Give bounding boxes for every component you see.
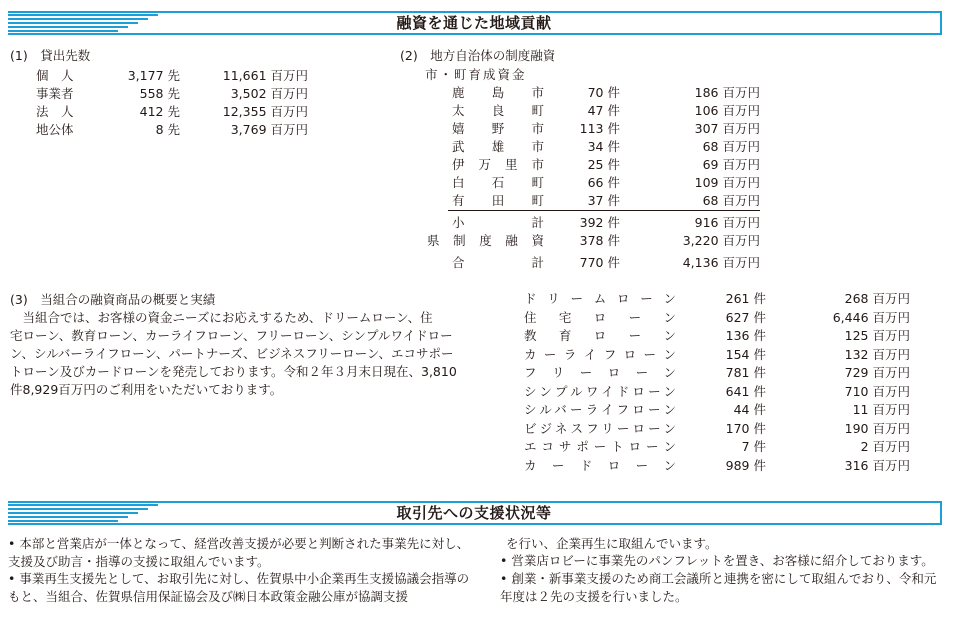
product-row-amount: 190 百万円 [844, 420, 910, 436]
municipal-row-label: 伊 万 里 市 [452, 157, 544, 172]
municipal-total-amount: 4,136 百万円 [682, 255, 760, 270]
municipal-subtotal-amount: 916 百万円 [694, 215, 760, 230]
municipal-row-amount: 68 百万円 [702, 139, 760, 154]
products-heading: (3) 当組合の融資商品の概要と実績 [10, 292, 216, 307]
support-bullet-2-continued: を行い、企業再生に取組んでいます。 [506, 536, 718, 551]
section-title-support: 取引先への支援状況等 [396, 504, 552, 522]
product-row-amount: 6,446 百万円 [832, 309, 910, 325]
product-row-count: 781 件 [725, 365, 766, 380]
product-row-count: 261 件 [725, 291, 766, 306]
support-bullet-1: • 本部と営業店が一体となって、経営改善支援が必要と判断された事業先に対し、支援及び助言・指導の支援に取組んでいます。 [8, 536, 470, 569]
product-row-amount: 268 百万円 [844, 291, 910, 306]
product-row-label: ド リ ー ム ロ ー ン [524, 291, 676, 306]
product-row-count: 641 件 [725, 383, 766, 399]
product-row-count: 154 件 [725, 346, 766, 362]
subtotal-divider [448, 210, 760, 211]
loans-row-amount: 11,661 百万円 [222, 68, 308, 83]
loans-row-label: 法 人 [36, 104, 74, 119]
municipal-row-amount: 68 百万円 [702, 193, 760, 208]
support-bullet-3: • 営業店ロビーに事業先のパンフレットを置き、お客様に紹介しております。 [500, 553, 934, 568]
products-description-line: トローン及びカードローンを発売しております。令和２年３月末日現在、3,810 [10, 364, 457, 379]
municipal-subtotal-count: 392 件 [579, 215, 620, 230]
products-description-line: 宅ローン、教育ローン、カーライフローン、フリーローン、シンプルワイドロー [10, 328, 453, 343]
products-description-line: 当組合では、お客様の資金ニーズにお応えするため、ドリームローン、住 [10, 310, 433, 325]
loans-row-count: 412 先 [139, 104, 180, 119]
section-title-financing: 融資を通じた地域貢献 [396, 14, 552, 32]
product-row-label: シンプルワイドローン [524, 383, 676, 399]
products-description-line: ン、シルバーライフローン、パートナーズ、ビジネスフリーローン、エコサポー [10, 346, 454, 361]
municipal-row-label: 太 良 町 [452, 103, 544, 118]
product-row-amount: 729 百万円 [844, 365, 910, 380]
municipal-row-label: 武 雄 市 [452, 139, 544, 154]
loans-row-label: 地公体 [36, 122, 74, 137]
product-row-amount: 11 百万円 [852, 402, 910, 417]
product-row-count: 627 件 [725, 309, 766, 325]
municipal-row-label: 嬉 野 市 [452, 121, 544, 136]
municipal-row-count: 37 件 [587, 193, 620, 208]
product-row-label: カ ー ド ロ ー ン [524, 457, 676, 473]
municipal-prefecture-amount: 3,220 百万円 [682, 233, 760, 248]
product-row-label: エ コ サ ポ ー ト ロ ー ン [524, 439, 676, 454]
product-row-count: 44 件 [733, 402, 766, 417]
product-row-amount: 316 百万円 [844, 457, 910, 473]
municipal-row-amount: 69 百万円 [702, 157, 760, 172]
product-row-amount: 132 百万円 [844, 346, 910, 362]
product-row-amount: 2 百万円 [860, 439, 910, 454]
municipal-row-amount: 109 百万円 [694, 175, 760, 190]
municipal-row-label: 鹿 島 市 [452, 85, 544, 100]
product-row-label: シルバーライフローン [524, 402, 676, 417]
municipal-row-amount: 106 百万円 [694, 103, 760, 118]
municipal-prefecture-count: 378 件 [579, 233, 620, 248]
loans-row-amount: 12,355 百万円 [222, 104, 308, 119]
municipal-row-count: 66 件 [587, 175, 620, 190]
loans-row-count: 558 先 [139, 86, 180, 101]
section-banner-financing [8, 11, 942, 35]
loans-row-amount: 3,769 百万円 [230, 122, 308, 137]
product-row-count: 170 件 [725, 420, 766, 436]
municipal-row-count: 34 件 [587, 139, 620, 154]
product-row-label: 住 宅 ロ ー ン [524, 309, 676, 325]
municipal-heading: (2) 地方自治体の制度融資 [400, 48, 556, 63]
products-description-line: 件8,929百万円のご利用をいただいております。 [10, 382, 283, 397]
municipal-total-count: 770 件 [579, 255, 620, 270]
municipal-row-count: 113 件 [579, 121, 620, 136]
loans-row-label: 事業者 [36, 86, 74, 101]
loans-row-label: 個 人 [36, 68, 74, 83]
product-row-label: カ ー ラ イ フ ロ ー ン [524, 346, 676, 362]
municipal-row-amount: 307 百万円 [694, 121, 760, 136]
municipal-total-label: 合 計 [452, 255, 544, 270]
loans-heading: (1) 貸出先数 [10, 48, 91, 63]
product-row-label: ビジネスフリーローン [524, 420, 676, 436]
loans-row-count: 3,177 先 [127, 68, 180, 83]
municipal-subtotal-label: 小 計 [452, 215, 544, 230]
product-row-amount: 710 百万円 [844, 383, 910, 399]
product-row-count: 136 件 [725, 328, 766, 343]
support-bullet-2: • 事業再生支援先として、お取引先に対し、佐賀県中小企業再生支援協議会指導のもと、当組合、佐賀県信用保証協会及び㈱日本政策金融公庫が協調支援 [8, 571, 470, 604]
municipal-row-count: 25 件 [587, 157, 620, 172]
municipal-row-label: 有 田 町 [452, 193, 544, 208]
loans-row-count: 8 先 [155, 122, 180, 137]
municipal-row-label: 白 石 町 [452, 175, 544, 190]
municipal-row-count: 70 件 [587, 85, 620, 100]
municipal-row-count: 47 件 [587, 103, 620, 118]
product-row-count: 7 件 [741, 439, 766, 454]
municipal-prefecture-label: 県 制 度 融 資 [427, 233, 544, 248]
section-banner-support [8, 501, 942, 525]
municipal-subheading: 市・町育成資金 [425, 67, 527, 82]
product-row-label: フ リ ー ロ ー ン [524, 365, 676, 380]
municipal-row-amount: 186 百万円 [694, 85, 760, 100]
product-row-label: 教 育 ロ ー ン [524, 328, 676, 343]
product-row-amount: 125 百万円 [844, 328, 910, 343]
product-row-count: 989 件 [725, 457, 766, 473]
loans-row-amount: 3,502 百万円 [230, 86, 308, 101]
support-bullet-4: • 創業・新事業支援のため商工会議所と連携を密にして取組んでおり、令和元年度は２先の支援を行いました。 [500, 571, 937, 604]
